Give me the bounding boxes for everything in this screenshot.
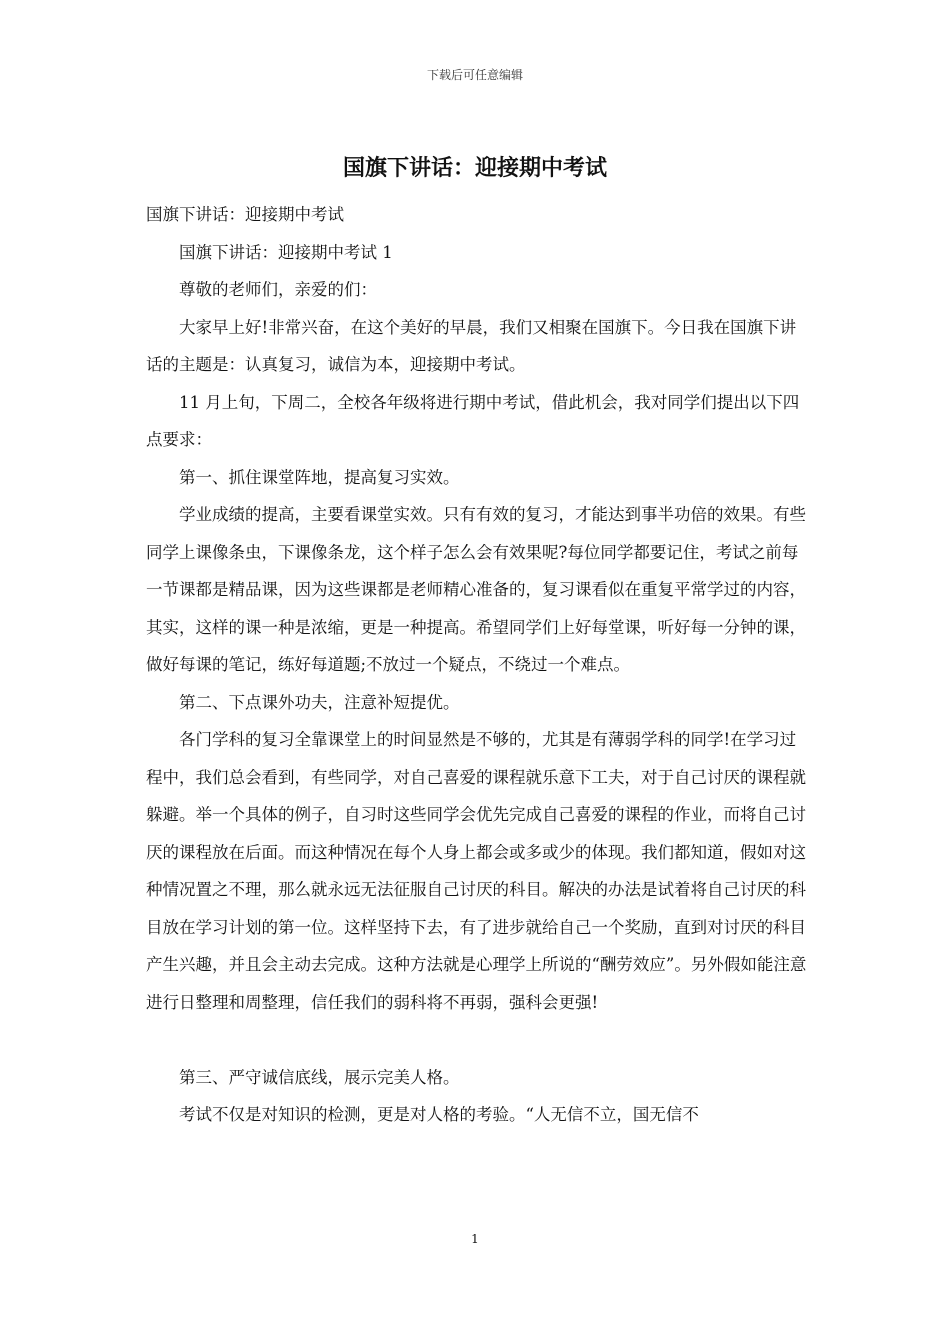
paragraph: 第二、下点课外功夫，注意补短提优。 xyxy=(179,692,460,712)
page-header-note: 下载后可任意编辑 xyxy=(426,68,523,82)
paragraph: 大家早上好!非常兴奋，在这个美好的早晨，我们又相聚在国旗下。今日我在国旗下讲话的主题是：认真复习，诚信为本，迎接期中考试。 xyxy=(146,317,797,374)
paragraph: 国旗下讲话：迎接期中考试 xyxy=(146,205,344,224)
paragraph: 考试不仅是对知识的检测，更是对人格的考验。“人无信不立，国无信不 xyxy=(179,1105,699,1124)
page-number: 1 xyxy=(471,1232,479,1246)
paragraph: 学业成绩的提高，主要看课堂实效。只有有效的复习，才能达到事半功倍的效果。有些同学上课像条虫，下课像条龙，这个样子怎么会有效果呢?每位同学都要记住，考试之前每一节课都是精品课，因为这些课都是老师精心准备的，复习课看似在重复平常学过的内容，其实，这样的课一种是浓缩，更是一种提高。希望同学们上好每堂课，听好每一分钟的课，做好每课的笔记，练好每道题;不放过一个疑点，不绕过一个难点。 xyxy=(146,505,806,674)
paragraph: 尊敬的老师们，亲爱的们： xyxy=(179,280,377,299)
paragraph: 第三、严守诚信底线，展示完美人格。 xyxy=(179,1067,460,1087)
paragraph: 各门学科的复习全靠课堂上的时间显然是不够的，尤其是有薄弱学科的同学!在学习过程中，我们总会看到，有些同学，对自己喜爱的课程就乐意下工夫，对于自己讨厌的课程就躲避。举一个具体的例子，自习时这些同学会优先完成自己喜爱的课程的作业，而将自己讨厌的课程放在后面。而这种情况在每个人身上都会或多或少的体现。我们都知道，假如对这种情况置之不理，那么就永远无法征服自己讨厌的科目。解决的办法是试着将自己讨厌的科目放在学习计划的第一位。这样坚持下去，有了进步就给自己一个奖励，直到对讨厌的科目产生兴趣，并且会主动去完成。这种方法就是心理学上所说的“酬劳效应”。另外假如能注意进行日整理和周整理，信任我们的弱科将不再弱，强科会更强! xyxy=(146,730,807,1012)
paragraph: 国旗下讲话：迎接期中考试 1 xyxy=(179,242,393,262)
paragraph: 11 月上旬，下周二，全校各年级将进行期中考试，借此机会，我对同学们提出以下四点要求： xyxy=(146,392,800,449)
paragraph-spacer xyxy=(146,1021,808,1059)
document-title: 国旗下讲话：迎接期中考试 xyxy=(342,155,607,181)
document-body xyxy=(146,196,808,1134)
paragraph: 第一、抓住课堂阵地，提高复习实效。 xyxy=(179,467,460,487)
